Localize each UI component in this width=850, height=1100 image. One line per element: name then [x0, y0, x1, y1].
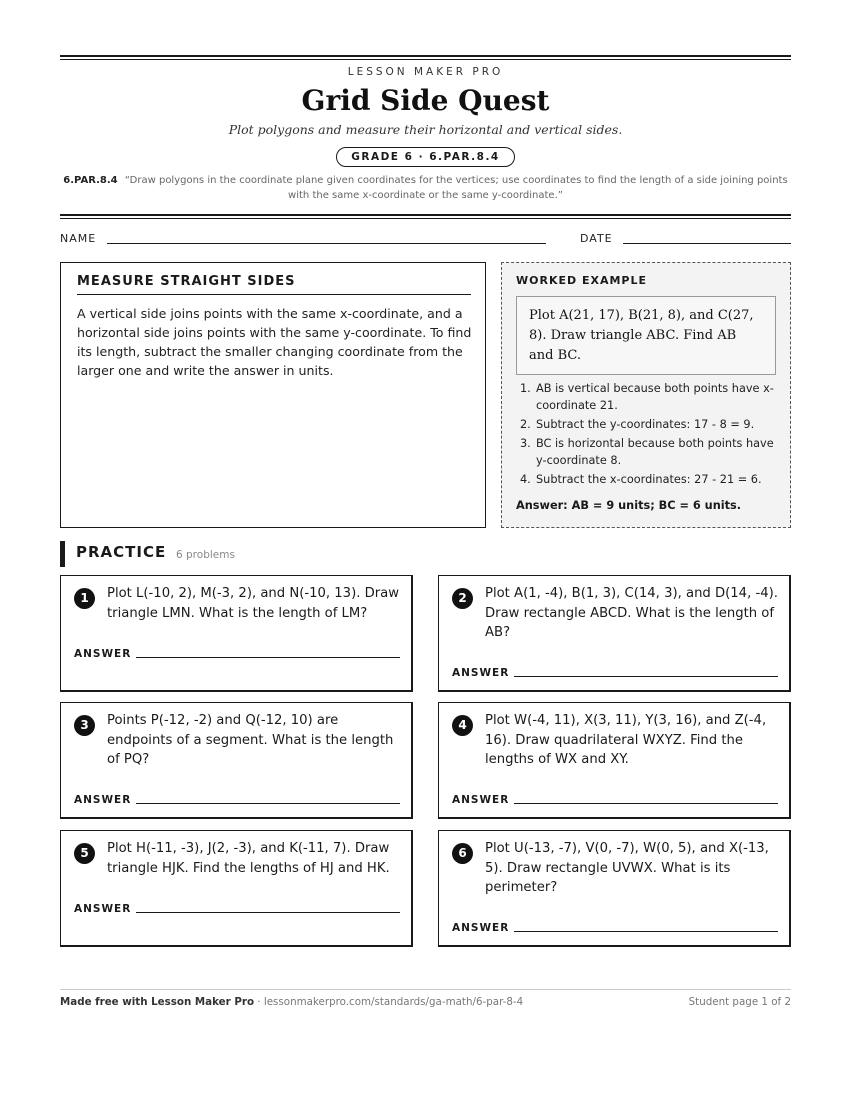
- worked-example-step: [516, 380, 778, 414]
- answer-field[interactable]: [514, 676, 778, 677]
- problem-prompt: Plot A(1, -4), B(1, 3), C(14, 3), and D(14, -4). Draw rectangle ABCD. What is the length of AB?: [485, 586, 778, 640]
- worked-example-heading: WORKED EXAMPLE: [516, 274, 647, 287]
- practice-accent-bar: [60, 541, 65, 567]
- practice-heading: PRACTICE: [76, 543, 167, 561]
- worked-example-answer: Answer: AB = 9 units; BC = 6 units.: [516, 499, 742, 512]
- grade-pill-wrap: [60, 145, 791, 167]
- standard-code: 6.PAR.8.4: [63, 175, 118, 186]
- worked-example-step: [516, 435, 778, 469]
- problem-prompt: Points P(-12, -2) and Q(-12, 10) are endpoints of a segment. What is the length of PQ?: [107, 713, 394, 767]
- problem-number-badge: 5: [74, 843, 95, 864]
- step-number: 4.: [520, 473, 531, 486]
- worksheet-subtitle: Plot polygons and measure their horizontal and vertical sides.: [228, 122, 623, 137]
- answer-label: ANSWER: [452, 922, 510, 934]
- step-text: Subtract the x-coordinates: 27 - 21 = 6.: [536, 473, 762, 486]
- lesson-heading: MEASURE STRAIGHT SIDES: [77, 274, 471, 295]
- date-label: DATE: [580, 232, 613, 245]
- answer-label: ANSWER: [452, 794, 510, 806]
- answer-field[interactable]: [136, 912, 400, 913]
- name-label: NAME: [60, 232, 97, 245]
- answer-field[interactable]: [136, 803, 400, 804]
- footer-separator: ·: [254, 996, 264, 1008]
- name-field[interactable]: [107, 243, 546, 244]
- worksheet-title: Grid Side Quest: [301, 84, 550, 117]
- problem-prompt: Plot H(-11, -3), J(2, -3), and K(-11, 7). Draw triangle HJK. Find the lengths of HJ and HK.: [107, 841, 390, 876]
- footer-page-number: Student page 1 of 2: [688, 996, 791, 1008]
- step-text: BC is horizontal because both points have y-coordinate 8.: [536, 437, 774, 467]
- step-number: 2.: [520, 418, 531, 431]
- worked-example-steps: [516, 380, 778, 490]
- problem-number-badge: 3: [74, 715, 95, 736]
- footer-credit: [60, 996, 523, 1008]
- practice-count: 6 problems: [176, 549, 235, 561]
- problem-number-badge: 6: [452, 843, 473, 864]
- problem-prompt: Plot W(-4, 11), X(3, 11), Y(3, 16), and Z(-4, 16). Draw quadrilateral WXYZ. Find the lengths of WX and XY.: [485, 713, 767, 767]
- problem-number-badge: 1: [74, 588, 95, 609]
- date-field[interactable]: [623, 243, 791, 244]
- standard-description: [60, 173, 791, 203]
- problem-card-6: [438, 830, 791, 947]
- footer-url[interactable]: lessonmakerpro.com/standards/ga-math/6-par-8-4: [263, 996, 524, 1008]
- standard-text: “Draw polygons in the coordinate plane given coordinates for the vertices; use coordinates to find the length of a side joining points with the same x-coordinate or the same y-coordinate.”: [124, 175, 788, 201]
- step-text: AB is vertical because both points have x-coordinate 21.: [536, 382, 774, 412]
- lesson-text: A vertical side joins points with the same x-coordinate, and a horizontal side joins points with the same y-coordinate. To find its length, subtract the smaller changing coordinate from the larger one and write the answer in units.: [77, 306, 472, 378]
- answer-label: ANSWER: [74, 648, 132, 660]
- footer-rule: [60, 989, 791, 990]
- footer-made-with: Made free with Lesson Maker Pro: [60, 996, 255, 1008]
- problem-card-2: [438, 575, 791, 692]
- worked-example-prompt: Plot A(21, 17), B(21, 8), and C(27, 8). Draw triangle ABC. Find AB and BC.: [516, 296, 776, 375]
- answer-field[interactable]: [136, 657, 400, 658]
- answer-label: ANSWER: [74, 794, 132, 806]
- top-double-rule: [60, 55, 791, 60]
- step-number: 3.: [520, 437, 531, 450]
- problem-card-5: [60, 830, 413, 947]
- answer-label: ANSWER: [452, 667, 510, 679]
- header-bottom-double-rule: [60, 214, 791, 219]
- step-text: Subtract the y-coordinates: 17 - 8 = 9.: [536, 418, 755, 431]
- problem-number-badge: 2: [452, 588, 473, 609]
- worksheet-page: [60, 0, 791, 1100]
- brand-name: LESSON MAKER PRO: [347, 66, 504, 78]
- worked-example-step: [516, 416, 778, 433]
- lesson-box: [60, 262, 486, 528]
- answer-label: ANSWER: [74, 903, 132, 915]
- problem-prompt: Plot U(-13, -7), V(0, -7), W(0, 5), and X(-13, 5). Draw rectangle UVWX. What is its perimeter?: [485, 841, 769, 895]
- problem-prompt: Plot L(-10, 2), M(-3, 2), and N(-10, 13). Draw triangle LMN. What is the length of LM?: [107, 586, 400, 621]
- problem-card-3: [60, 702, 413, 819]
- worked-example-box: [501, 262, 791, 528]
- answer-field[interactable]: [514, 931, 778, 932]
- answer-field[interactable]: [514, 803, 778, 804]
- problem-number-badge: 4: [452, 715, 473, 736]
- worked-example-step: [516, 471, 778, 488]
- step-number: 1.: [520, 382, 531, 395]
- grade-pill: GRADE 6 · 6.PAR.8.4: [336, 147, 515, 167]
- problem-card-4: [438, 702, 791, 819]
- problem-card-1: [60, 575, 413, 692]
